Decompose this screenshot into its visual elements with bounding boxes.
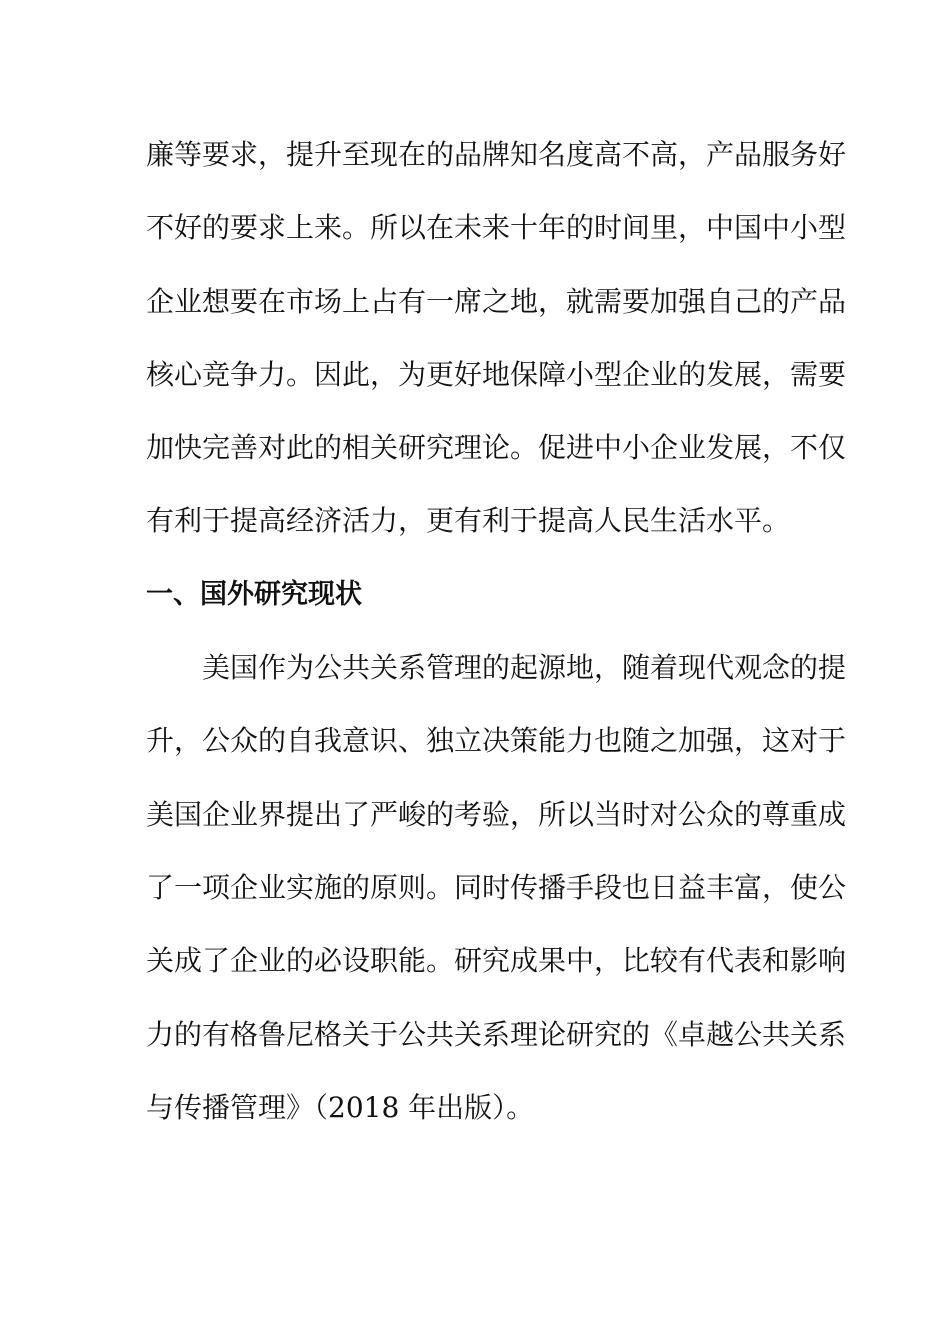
paragraph-line: 有利于提高经济活力，更有利于提高人民生活水平。: [146, 504, 791, 538]
paragraph-foreign-research: [146, 639, 847, 1152]
paragraph-line: 廉等要求，提升至现在的品牌知名度高不高，产品服务好: [146, 138, 847, 171]
paragraph-line: 不好的要求上来。所以在未来十年的时间里，中国中小型: [146, 211, 847, 245]
paragraph-line: 升，公众的自我意识、独立决策能力也随之加强，这对于: [146, 724, 847, 758]
document-body: [146, 126, 847, 1152]
paragraph-line: 美国企业界提出了严峻的考验，所以当时对公众的尊重成: [146, 797, 847, 831]
paragraph-line: 加快完善对此的相关研究理论。促进中小企业发展，不仅: [146, 431, 847, 465]
paragraph-line: 与传播管理》（2018 年出版）。: [146, 1090, 535, 1124]
paragraph-line: 力的有格鲁尼格关于公共关系理论研究的《卓越公共关系: [146, 1017, 847, 1051]
paragraph-line: 关成了企业的必设职能。研究成果中，比较有代表和影响: [146, 944, 847, 978]
section-heading: 一、国外研究现状: [146, 578, 362, 610]
paragraph-line: 了一项企业实施的原则。同时传播手段也日益丰富，使公: [146, 870, 847, 904]
paragraph-continuation: [146, 126, 847, 566]
paragraph-line: 企业想要在市场上占有一席之地，就需要加强自己的产品: [146, 284, 847, 318]
paragraph-line: 核心竞争力。因此，为更好地保障小型企业的发展，需要: [146, 357, 847, 391]
paragraph-line: 美国作为公共关系管理的起源地，随着现代观念的提: [202, 651, 847, 685]
